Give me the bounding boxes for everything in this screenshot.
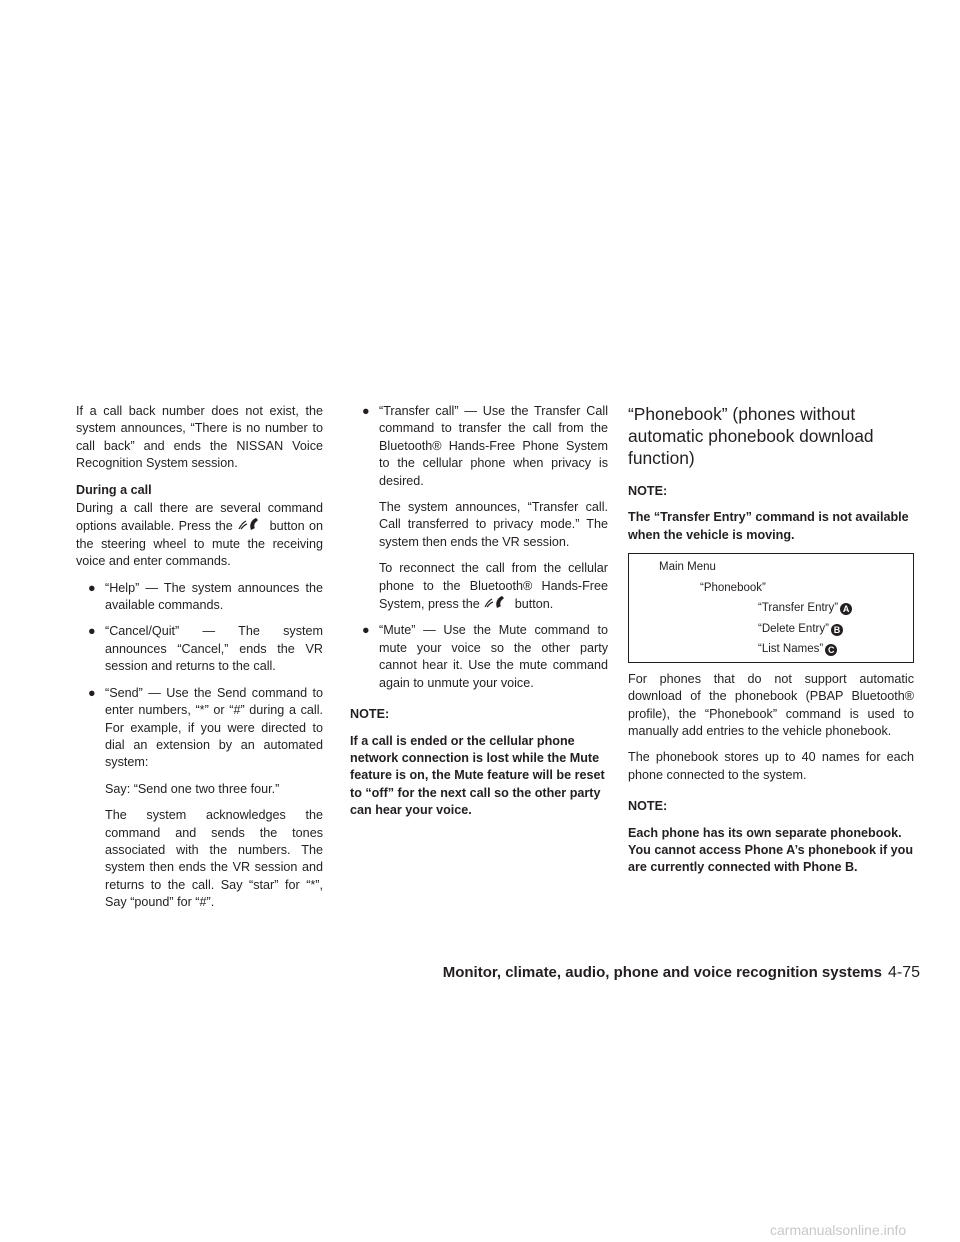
intro-paragraph: If a call back number does not exist, the system announces, “There is no number to call back” and ends the NISSAN Voice Recognition System session. <box>76 404 323 471</box>
note-label: NOTE: <box>350 707 390 722</box>
page-footer <box>443 964 920 982</box>
bullet-icon: ● <box>88 580 96 595</box>
during-call-heading: During a call <box>76 482 152 497</box>
bullet-help: ● “Help” — The system announces the available commands. <box>88 580 323 613</box>
menu-phonebook: “Phonebook” <box>700 581 766 594</box>
say-line: Say: “Send one two three four.” <box>105 781 280 796</box>
menu-tree-box <box>628 553 914 663</box>
callout-marker-c: C <box>825 644 837 656</box>
menu-item-transfer-entry: “Transfer Entry” A <box>659 598 905 619</box>
column-right <box>628 403 914 886</box>
phone-voice-icon <box>237 517 265 531</box>
phonebook-paragraph: For phones that do not support automatic download of the phonebook (PBAP Bluetooth® profile), the “Phonebook” command is used to manually add entries to the vehicle phonebook. <box>628 671 914 738</box>
note-text: If a call is ended or the cellular phone network connection is lost while the Mute feature is on, the Mute feature will be reset to “off” for the next call so the other party can hear your voice. <box>350 733 605 818</box>
during-call-paragraph: During a call there are several command options available. Press the button on the steering wheel to mute the receiving voice and enter commands. <box>76 501 324 569</box>
note-text: Each phone has its own separate phonebook. You cannot access Phone A’s phonebook if you are currently connected with Phone B. <box>628 825 914 875</box>
reconnect-paragraph: To reconnect the call from the cellular phone to the Bluetooth® Hands-Free System, press the button. <box>379 561 608 612</box>
bullet-icon: ● <box>362 404 370 418</box>
bullet-icon: ● <box>362 623 370 638</box>
column-left <box>76 403 323 921</box>
callout-marker-b: B <box>831 624 843 636</box>
capacity-paragraph: The phonebook stores up to 40 names for each phone connected to the system. <box>628 750 914 782</box>
bullet-cancel: ● “Cancel/Quit” — The system announces “Cancel,” ends the VR session and returns to the call. <box>88 624 323 674</box>
bullet-icon: ● <box>88 624 96 639</box>
menu-root: Main Menu <box>659 561 716 574</box>
note-label: NOTE: <box>628 484 668 498</box>
transfer-announce: The system announces, “Transfer call. Call transferred to privacy mode.” The system then ends the VR session. <box>379 500 608 549</box>
column-middle <box>350 403 608 829</box>
watermark: carmanualsonline.info <box>770 1222 907 1238</box>
menu-item-list-names: “List Names” C <box>659 639 905 660</box>
bullet-send: ● “Send” — Use the Send command to enter numbers, “*” or “#” during a call. For example, if you were directed to dial an extension by an automated system: <box>88 685 323 770</box>
section-title: “Phonebook” (phones without automatic phonebook download function) <box>628 404 874 468</box>
note-label: NOTE: <box>628 799 668 814</box>
bullet-icon: ● <box>88 685 96 700</box>
phone-voice-icon <box>483 595 511 609</box>
page-number: 4-75 <box>887 964 920 981</box>
chapter-title: Monitor, climate, audio, phone and voice recognition systems <box>442 964 882 981</box>
acknowledge-paragraph: The system acknowledges the command and sends the tones associated with the numbers. The system then ends the VR session and returns to the call. Say “star” for “*”, Say “pound” for “#”. <box>105 808 323 910</box>
menu-item-delete-entry: “Delete Entry” B <box>659 619 905 640</box>
bullet-mute: ● “Mute” — Use the Mute command to mute your voice so the other party cannot hear it. Use the mute command again to unmute your voice. <box>362 623 608 690</box>
bullet-transfer-call: ● “Transfer call” — Use the Transfer Call command to transfer the call from the Bluetooth® Hands-Free Phone System to the cellular phone when privacy is desired. <box>362 404 608 488</box>
note-text: The “Transfer Entry” command is not available when the vehicle is moving. <box>628 510 909 542</box>
callout-marker-a: A <box>840 603 852 615</box>
